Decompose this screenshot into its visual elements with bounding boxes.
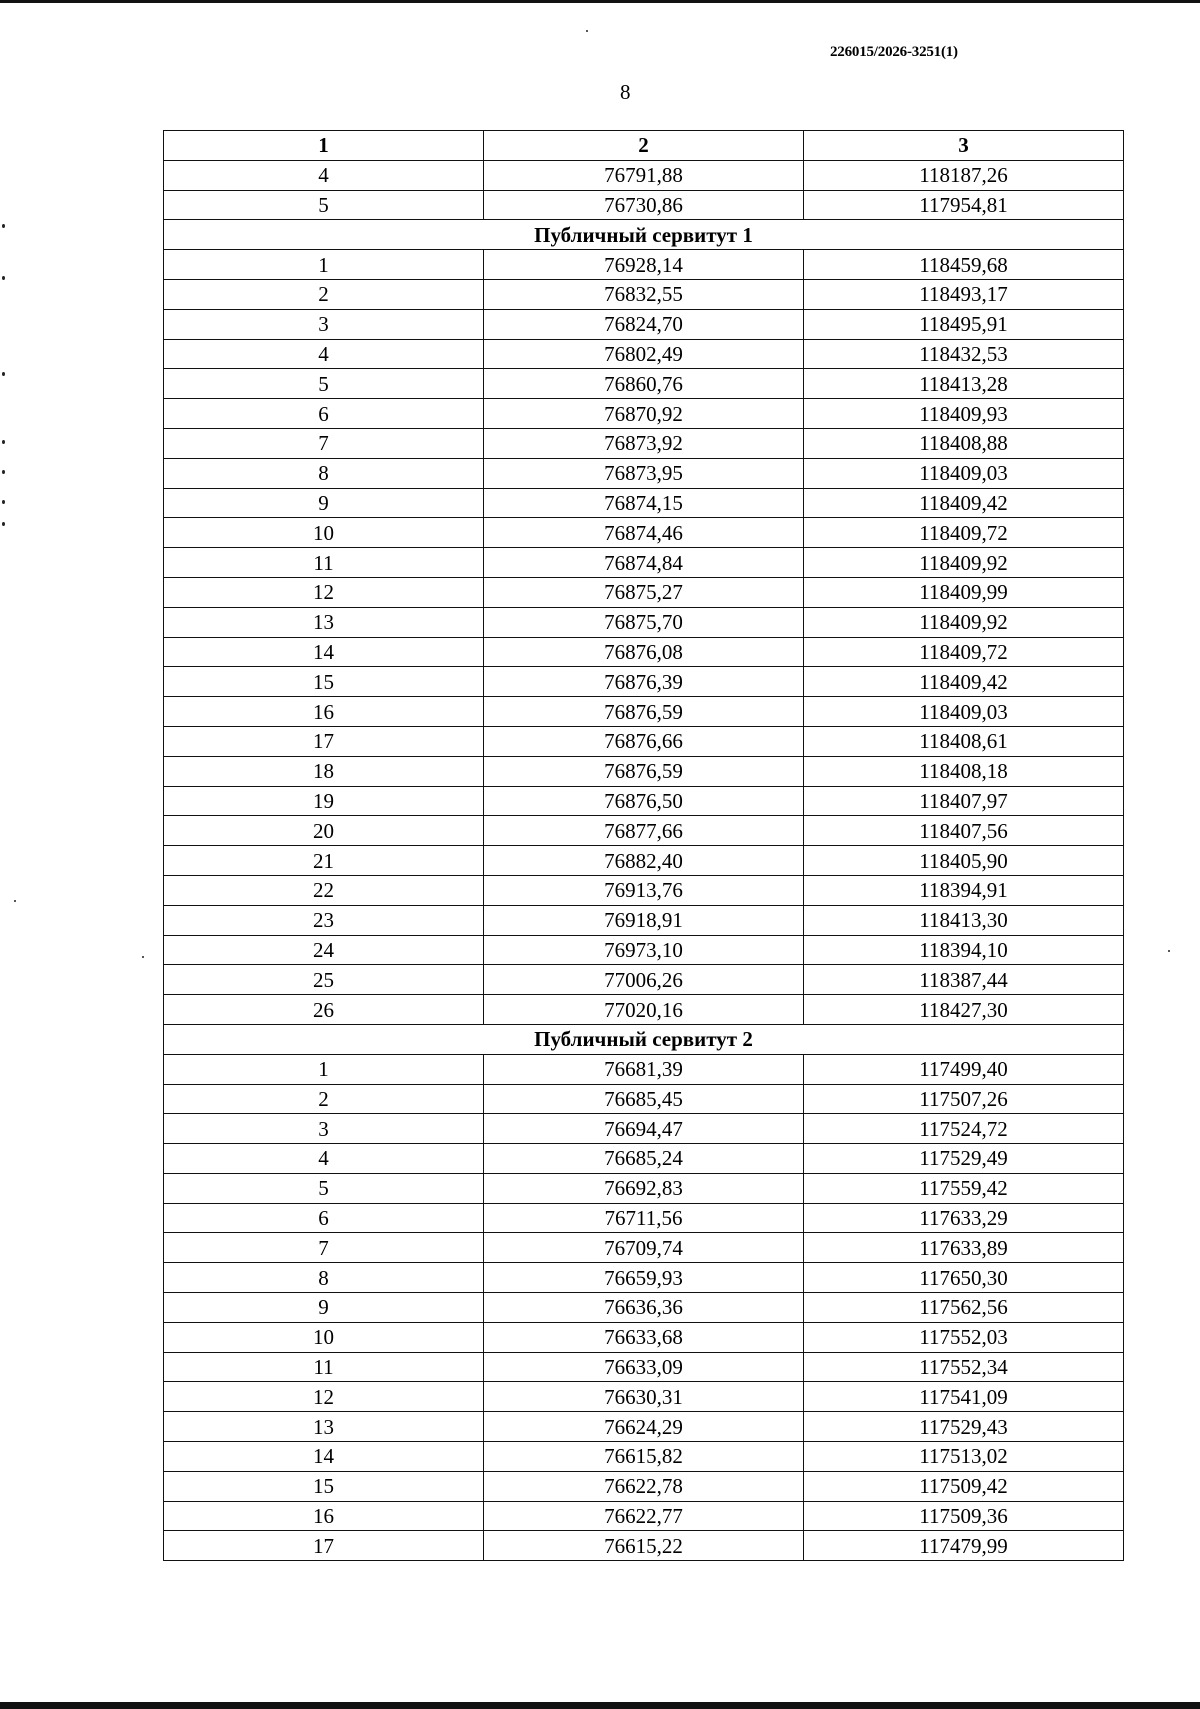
x-coordinate-cell: 76659,93 [484, 1263, 804, 1293]
section-title: Публичный сервитут 2 [164, 1024, 1124, 1054]
scan-speck [2, 276, 5, 280]
y-coordinate-cell: 117552,03 [804, 1322, 1124, 1352]
y-coordinate-cell: 117562,56 [804, 1293, 1124, 1323]
point-number-cell: 23 [164, 905, 484, 935]
x-coordinate-cell: 76918,91 [484, 905, 804, 935]
table-row [164, 488, 1124, 518]
x-coordinate-cell: 76633,68 [484, 1322, 804, 1352]
scan-speck [2, 522, 5, 526]
column-header: 2 [484, 131, 804, 161]
x-coordinate-cell: 76873,95 [484, 458, 804, 488]
table-row [164, 1293, 1124, 1323]
x-coordinate-cell: 76636,36 [484, 1293, 804, 1323]
y-coordinate-cell: 118409,92 [804, 548, 1124, 578]
column-header: 1 [164, 131, 484, 161]
x-coordinate-cell: 76694,47 [484, 1114, 804, 1144]
table-row [164, 548, 1124, 578]
table-row [164, 250, 1124, 280]
y-coordinate-cell: 117650,30 [804, 1263, 1124, 1293]
point-number-cell: 8 [164, 458, 484, 488]
point-number-cell: 6 [164, 1203, 484, 1233]
y-coordinate-cell: 118405,90 [804, 846, 1124, 876]
section-title-row [164, 1024, 1124, 1054]
point-number-cell: 9 [164, 488, 484, 518]
x-coordinate-cell: 76730,86 [484, 190, 804, 220]
table-row [164, 1173, 1124, 1203]
y-coordinate-cell: 117479,99 [804, 1531, 1124, 1561]
y-coordinate-cell: 118409,03 [804, 697, 1124, 727]
point-number-cell: 25 [164, 965, 484, 995]
point-number-cell: 22 [164, 875, 484, 905]
scan-speck [586, 30, 588, 32]
x-coordinate-cell: 76681,39 [484, 1054, 804, 1084]
point-number-cell: 7 [164, 428, 484, 458]
table-row [164, 995, 1124, 1025]
table-row [164, 965, 1124, 995]
x-coordinate-cell: 76692,83 [484, 1173, 804, 1203]
point-number-cell: 5 [164, 1173, 484, 1203]
table-row [164, 1501, 1124, 1531]
x-coordinate-cell: 76711,56 [484, 1203, 804, 1233]
y-coordinate-cell: 118459,68 [804, 250, 1124, 280]
scan-speck [2, 440, 5, 444]
x-coordinate-cell: 76873,92 [484, 428, 804, 458]
point-number-cell: 5 [164, 190, 484, 220]
point-number-cell: 15 [164, 1471, 484, 1501]
x-coordinate-cell: 76874,15 [484, 488, 804, 518]
y-coordinate-cell: 118409,92 [804, 607, 1124, 637]
y-coordinate-cell: 118409,42 [804, 667, 1124, 697]
point-number-cell: 2 [164, 279, 484, 309]
y-coordinate-cell: 117541,09 [804, 1382, 1124, 1412]
table-row [164, 399, 1124, 429]
y-coordinate-cell: 118495,91 [804, 309, 1124, 339]
table-row [164, 697, 1124, 727]
y-coordinate-cell: 118387,44 [804, 965, 1124, 995]
x-coordinate-cell: 76870,92 [484, 399, 804, 429]
x-coordinate-cell: 76685,45 [484, 1084, 804, 1114]
table-row [164, 1471, 1124, 1501]
table-row [164, 1263, 1124, 1293]
x-coordinate-cell: 76874,84 [484, 548, 804, 578]
point-number-cell: 6 [164, 399, 484, 429]
point-number-cell: 12 [164, 1382, 484, 1412]
scan-border-top [0, 0, 1200, 3]
x-coordinate-cell: 76876,59 [484, 756, 804, 786]
table-row [164, 339, 1124, 369]
y-coordinate-cell: 118187,26 [804, 160, 1124, 190]
point-number-cell: 3 [164, 309, 484, 339]
y-coordinate-cell: 117509,42 [804, 1471, 1124, 1501]
point-number-cell: 11 [164, 1352, 484, 1382]
table-row [164, 1054, 1124, 1084]
y-coordinate-cell: 118394,91 [804, 875, 1124, 905]
x-coordinate-cell: 76876,08 [484, 637, 804, 667]
point-number-cell: 17 [164, 726, 484, 756]
point-number-cell: 13 [164, 607, 484, 637]
table-row [164, 1114, 1124, 1144]
x-coordinate-cell: 76876,59 [484, 697, 804, 727]
y-coordinate-cell: 118407,56 [804, 816, 1124, 846]
point-number-cell: 13 [164, 1412, 484, 1442]
scan-speck [2, 372, 5, 376]
x-coordinate-cell: 76824,70 [484, 309, 804, 339]
x-coordinate-cell: 76685,24 [484, 1144, 804, 1174]
table-row [164, 905, 1124, 935]
point-number-cell: 10 [164, 1322, 484, 1352]
document-number: 226015/2026-3251(1) [830, 44, 958, 60]
y-coordinate-cell: 118408,18 [804, 756, 1124, 786]
section-title-row [164, 220, 1124, 250]
table-header-row [164, 131, 1124, 161]
table-row [164, 637, 1124, 667]
x-coordinate-cell: 76876,66 [484, 726, 804, 756]
x-coordinate-cell: 76633,09 [484, 1352, 804, 1382]
scan-speck [2, 500, 5, 504]
table-row [164, 190, 1124, 220]
y-coordinate-cell: 117529,49 [804, 1144, 1124, 1174]
table-row [164, 369, 1124, 399]
table-row [164, 1531, 1124, 1561]
table-row [164, 935, 1124, 965]
scan-speck [1168, 950, 1170, 952]
table-row [164, 428, 1124, 458]
y-coordinate-cell: 118409,72 [804, 518, 1124, 548]
y-coordinate-cell: 118409,03 [804, 458, 1124, 488]
point-number-cell: 8 [164, 1263, 484, 1293]
x-coordinate-cell: 76832,55 [484, 279, 804, 309]
y-coordinate-cell: 118427,30 [804, 995, 1124, 1025]
table-row [164, 1144, 1124, 1174]
point-number-cell: 26 [164, 995, 484, 1025]
y-coordinate-cell: 118394,10 [804, 935, 1124, 965]
table-row [164, 1203, 1124, 1233]
x-coordinate-cell: 76791,88 [484, 160, 804, 190]
column-header: 3 [804, 131, 1124, 161]
y-coordinate-cell: 117524,72 [804, 1114, 1124, 1144]
y-coordinate-cell: 117513,02 [804, 1442, 1124, 1472]
point-number-cell: 10 [164, 518, 484, 548]
y-coordinate-cell: 118408,88 [804, 428, 1124, 458]
x-coordinate-cell: 76973,10 [484, 935, 804, 965]
x-coordinate-cell: 76913,76 [484, 875, 804, 905]
x-coordinate-cell: 76882,40 [484, 846, 804, 876]
table-row [164, 1233, 1124, 1263]
point-number-cell: 7 [164, 1233, 484, 1263]
x-coordinate-cell: 76615,22 [484, 1531, 804, 1561]
x-coordinate-cell: 76877,66 [484, 816, 804, 846]
x-coordinate-cell: 76875,27 [484, 577, 804, 607]
point-number-cell: 16 [164, 1501, 484, 1531]
x-coordinate-cell: 76622,78 [484, 1471, 804, 1501]
y-coordinate-cell: 117507,26 [804, 1084, 1124, 1114]
y-coordinate-cell: 118493,17 [804, 279, 1124, 309]
x-coordinate-cell: 76860,76 [484, 369, 804, 399]
y-coordinate-cell: 118432,53 [804, 339, 1124, 369]
y-coordinate-cell: 117633,29 [804, 1203, 1124, 1233]
page-number: 8 [620, 80, 631, 104]
point-number-cell: 19 [164, 786, 484, 816]
point-number-cell: 4 [164, 160, 484, 190]
y-coordinate-cell: 117509,36 [804, 1501, 1124, 1531]
table-row [164, 1084, 1124, 1114]
y-coordinate-cell: 118409,72 [804, 637, 1124, 667]
x-coordinate-cell: 76615,82 [484, 1442, 804, 1472]
scan-speck [14, 900, 16, 902]
y-coordinate-cell: 118409,42 [804, 488, 1124, 518]
section-title: Публичный сервитут 1 [164, 220, 1124, 250]
y-coordinate-cell: 118409,99 [804, 577, 1124, 607]
y-coordinate-cell: 117559,42 [804, 1173, 1124, 1203]
table-row [164, 1322, 1124, 1352]
table-row [164, 160, 1124, 190]
point-number-cell: 21 [164, 846, 484, 876]
point-number-cell: 20 [164, 816, 484, 846]
table-row [164, 875, 1124, 905]
x-coordinate-cell: 76876,50 [484, 786, 804, 816]
point-number-cell: 1 [164, 1054, 484, 1084]
y-coordinate-cell: 118409,93 [804, 399, 1124, 429]
point-number-cell: 17 [164, 1531, 484, 1561]
y-coordinate-cell: 118408,61 [804, 726, 1124, 756]
x-coordinate-cell: 76624,29 [484, 1412, 804, 1442]
point-number-cell: 11 [164, 548, 484, 578]
y-coordinate-cell: 117552,34 [804, 1352, 1124, 1382]
table-row [164, 1442, 1124, 1472]
table-body [164, 160, 1124, 1560]
point-number-cell: 2 [164, 1084, 484, 1114]
coordinates-table [163, 130, 1124, 1561]
x-coordinate-cell: 77006,26 [484, 965, 804, 995]
x-coordinate-cell: 77020,16 [484, 995, 804, 1025]
point-number-cell: 5 [164, 369, 484, 399]
x-coordinate-cell: 76630,31 [484, 1382, 804, 1412]
point-number-cell: 14 [164, 1442, 484, 1472]
table-row [164, 846, 1124, 876]
scan-speck [2, 224, 5, 228]
scan-border-bottom [0, 1702, 1200, 1709]
table-row [164, 458, 1124, 488]
point-number-cell: 1 [164, 250, 484, 280]
point-number-cell: 4 [164, 1144, 484, 1174]
y-coordinate-cell: 118413,30 [804, 905, 1124, 935]
x-coordinate-cell: 76928,14 [484, 250, 804, 280]
point-number-cell: 24 [164, 935, 484, 965]
table-row [164, 667, 1124, 697]
y-coordinate-cell: 118413,28 [804, 369, 1124, 399]
point-number-cell: 15 [164, 667, 484, 697]
x-coordinate-cell: 76802,49 [484, 339, 804, 369]
table-row [164, 518, 1124, 548]
point-number-cell: 3 [164, 1114, 484, 1144]
point-number-cell: 16 [164, 697, 484, 727]
y-coordinate-cell: 118407,97 [804, 786, 1124, 816]
table-row [164, 786, 1124, 816]
point-number-cell: 14 [164, 637, 484, 667]
x-coordinate-cell: 76622,77 [484, 1501, 804, 1531]
y-coordinate-cell: 117633,89 [804, 1233, 1124, 1263]
table-row [164, 816, 1124, 846]
x-coordinate-cell: 76709,74 [484, 1233, 804, 1263]
table-row [164, 309, 1124, 339]
point-number-cell: 4 [164, 339, 484, 369]
table-row [164, 1412, 1124, 1442]
point-number-cell: 12 [164, 577, 484, 607]
table-row [164, 577, 1124, 607]
table-row [164, 726, 1124, 756]
y-coordinate-cell: 117499,40 [804, 1054, 1124, 1084]
table-row [164, 607, 1124, 637]
x-coordinate-cell: 76875,70 [484, 607, 804, 637]
y-coordinate-cell: 117529,43 [804, 1412, 1124, 1442]
scan-speck [2, 470, 5, 474]
x-coordinate-cell: 76874,46 [484, 518, 804, 548]
table-row [164, 279, 1124, 309]
x-coordinate-cell: 76876,39 [484, 667, 804, 697]
table-row [164, 756, 1124, 786]
scan-speck [142, 956, 144, 958]
table-row [164, 1352, 1124, 1382]
y-coordinate-cell: 117954,81 [804, 190, 1124, 220]
point-number-cell: 18 [164, 756, 484, 786]
point-number-cell: 9 [164, 1293, 484, 1323]
table-row [164, 1382, 1124, 1412]
